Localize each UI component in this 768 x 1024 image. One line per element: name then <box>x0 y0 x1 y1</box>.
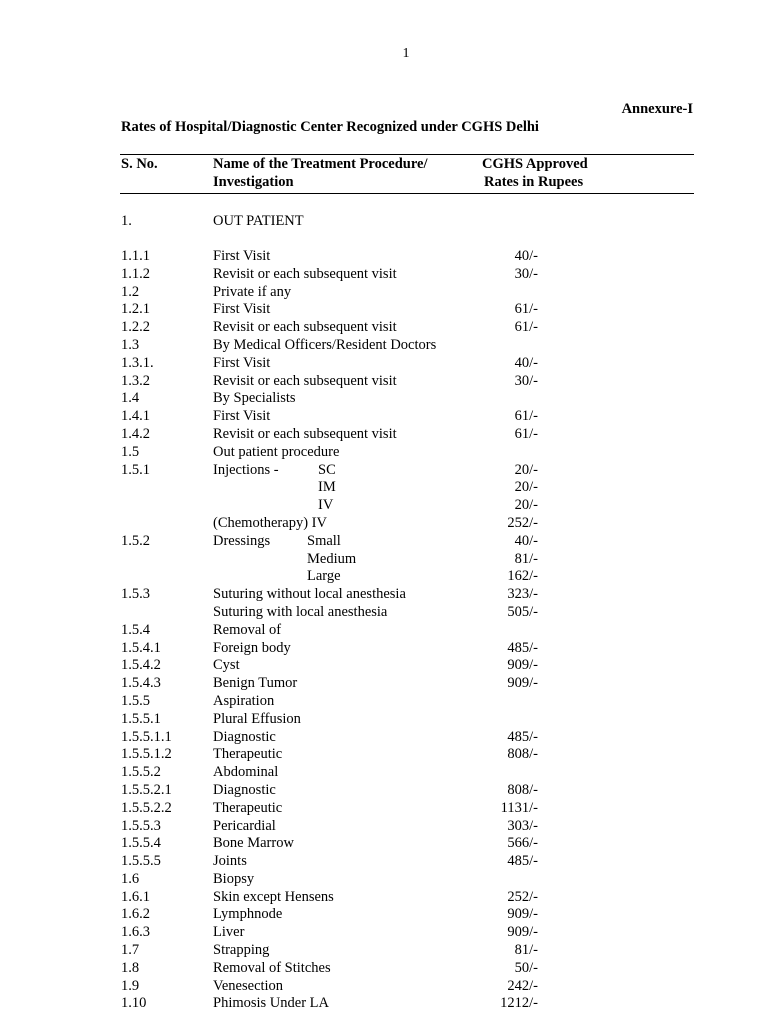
row-rate: 909/- <box>507 675 538 692</box>
row-description: Foreign body <box>213 639 291 656</box>
row-sno: 1.7 <box>121 942 140 959</box>
row-sno: 1.5.5.2 <box>121 764 161 781</box>
annexure-label: Annexure-I <box>621 101 693 117</box>
row-description: Joints <box>213 853 247 870</box>
table-row <box>0 568 768 586</box>
row-size: Small <box>307 532 341 549</box>
table-row <box>0 515 768 533</box>
row-rate: 485/- <box>507 728 538 745</box>
row-description: Biopsy <box>213 870 255 887</box>
page-number: 1 <box>402 46 410 61</box>
row-sno: 1.10 <box>121 995 147 1012</box>
table-row <box>0 871 768 889</box>
row-route: IV <box>318 497 334 514</box>
column-header-rate-line2: Rates in Rupees <box>484 173 584 190</box>
row-description: Cyst <box>213 657 240 674</box>
row-rate: 20/- <box>514 497 538 514</box>
row-description: Suturing without local anesthesia <box>213 586 406 603</box>
row-description: Therapeutic <box>213 746 283 763</box>
row-rate: 909/- <box>507 906 538 923</box>
table-top-rule <box>120 154 694 155</box>
row-rate: 909/- <box>507 924 538 941</box>
table-row <box>0 408 768 426</box>
table-row <box>0 693 768 711</box>
table-row <box>0 729 768 747</box>
row-description: Suturing with local anesthesia <box>213 603 388 620</box>
row-rate: 485/- <box>507 853 538 870</box>
row-description: Injections - <box>213 461 279 478</box>
row-rate: 20/- <box>514 461 538 478</box>
row-description: Skin except Hensens <box>213 888 334 905</box>
row-sno: 1.6.1 <box>121 888 150 905</box>
row-description: Strapping <box>213 942 270 959</box>
row-sno: 1.9 <box>121 977 140 994</box>
column-header-sno: S. No. <box>121 156 158 172</box>
row-description: Abdominal <box>213 764 279 781</box>
table-row <box>0 444 768 462</box>
row-rate: 81/- <box>514 550 538 567</box>
row-rate: 242/- <box>507 977 538 994</box>
table-row <box>0 800 768 818</box>
row-description: Diagnostic <box>213 781 276 798</box>
table-row <box>0 604 768 622</box>
row-description: By Specialists <box>213 390 296 407</box>
row-description: Phimosis Under LA <box>213 995 329 1012</box>
row-sno: 1.5.1 <box>121 461 150 478</box>
table-row <box>0 337 768 355</box>
row-sno: 1.5.5.1.1 <box>121 728 172 745</box>
row-sno: 1.4.2 <box>121 425 150 442</box>
row-sno: 1.5.5 <box>121 692 150 709</box>
row-description: Pericardial <box>213 817 276 834</box>
column-header-rate-line1: CGHS Approved <box>482 156 588 172</box>
row-description: Revisit or each subsequent visit <box>213 372 397 389</box>
table-header-bottom-rule <box>120 193 694 194</box>
table-row <box>0 426 768 444</box>
table-row <box>0 995 768 1013</box>
row-rate: 252/- <box>507 888 538 905</box>
row-rate: 61/- <box>514 408 538 425</box>
table-row <box>0 301 768 319</box>
table-row <box>0 782 768 800</box>
row-description: Revisit or each subsequent visit <box>213 425 397 442</box>
row-sno: 1.4.1 <box>121 408 150 425</box>
row-sno: 1.2.1 <box>121 301 150 318</box>
table-row <box>0 551 768 569</box>
row-sno: 1.8 <box>121 959 140 976</box>
row-route: SC <box>318 461 336 478</box>
row-rate: 40/- <box>514 532 538 549</box>
row-description: (Chemotherapy) IV <box>213 514 327 531</box>
row-description: Benign Tumor <box>213 675 298 692</box>
table-row <box>0 746 768 764</box>
row-description: First Visit <box>213 408 271 425</box>
row-description: First Visit <box>213 301 271 318</box>
row-description: By Medical Officers/Resident Doctors <box>213 336 437 353</box>
row-description: Private if any <box>213 283 292 300</box>
table-row <box>0 622 768 640</box>
row-rate: 40/- <box>514 248 538 264</box>
row-sno: 1.5.3 <box>121 586 150 603</box>
table-row <box>0 818 768 836</box>
row-sno: 1.1.2 <box>121 265 150 282</box>
table-row <box>0 355 768 373</box>
column-header-name-line2: Investigation <box>213 173 294 190</box>
row-sno: 1.3.1. <box>121 354 154 371</box>
row-sno: 1.6.2 <box>121 906 150 923</box>
table-row <box>0 497 768 515</box>
row-rate: 50/- <box>514 959 538 976</box>
row-description: Out patient procedure <box>213 443 340 460</box>
table-row <box>0 462 768 480</box>
table-row <box>0 924 768 942</box>
row-sno: 1.6 <box>121 870 140 887</box>
table-row <box>0 978 768 996</box>
row-description: Removal of <box>213 621 282 638</box>
row-sno: 1.5.5.2.1 <box>121 781 172 798</box>
row-sno: 1.2 <box>121 283 140 300</box>
row-description: Therapeutic <box>213 799 283 816</box>
table-row <box>0 889 768 907</box>
row-rate: 566/- <box>507 835 538 852</box>
row-sno: 1.5.5.1 <box>121 710 161 727</box>
table-row <box>0 640 768 658</box>
row-rate: 808/- <box>507 781 538 798</box>
row-sno: 1.4 <box>121 390 140 407</box>
row-description: Dressings <box>213 532 271 549</box>
row-sno: 1.5.4.2 <box>121 657 161 674</box>
column-header-name-line1: Name of the Treatment Procedure/ <box>213 156 428 172</box>
row-sno: 1.5.5.2.2 <box>121 799 172 816</box>
row-description: Aspiration <box>213 692 275 709</box>
row-description-sub: Large <box>307 568 341 585</box>
document-title: Rates of Hospital/Diagnostic Center Recognized under CGHS Delhi <box>121 119 539 135</box>
row-description: First Visit <box>213 248 271 264</box>
row-rate: 1212/- <box>500 995 538 1012</box>
section-sno: 1. <box>121 213 132 229</box>
row-sno: 1.5.5.1.2 <box>121 746 172 763</box>
row-sno: 1.5.5.5 <box>121 853 161 870</box>
table-row <box>0 248 768 266</box>
row-description: Plural Effusion <box>213 710 301 727</box>
table-row <box>0 479 768 497</box>
row-sno: 1.5.4.3 <box>121 675 161 692</box>
table-row <box>0 373 768 391</box>
row-description: Revisit or each subsequent visit <box>213 319 397 336</box>
row-description: Bone Marrow <box>213 835 294 852</box>
row-rate: 61/- <box>514 301 538 318</box>
table-row <box>0 533 768 551</box>
row-rate: 40/- <box>514 354 538 371</box>
row-description: Diagnostic <box>213 728 276 745</box>
rates-table-body <box>0 248 768 1013</box>
table-row <box>0 906 768 924</box>
row-route: IM <box>318 479 336 496</box>
table-row <box>0 942 768 960</box>
table-row <box>0 586 768 604</box>
row-sno: 1.6.3 <box>121 924 150 941</box>
row-rate: 1131/- <box>500 799 538 816</box>
row-rate: 505/- <box>507 603 538 620</box>
row-sno: 1.5.4 <box>121 621 150 638</box>
table-row <box>0 960 768 978</box>
row-description: Liver <box>213 924 245 941</box>
row-rate: 808/- <box>507 746 538 763</box>
row-sno: 1.5.4.1 <box>121 639 161 656</box>
table-row <box>0 764 768 782</box>
row-rate: 485/- <box>507 639 538 656</box>
row-sno: 1.5.2 <box>121 532 150 549</box>
row-rate: 303/- <box>507 817 538 834</box>
table-row <box>0 266 768 284</box>
row-rate: 252/- <box>507 514 538 531</box>
row-sno: 1.3.2 <box>121 372 150 389</box>
column-header-name <box>213 156 428 191</box>
row-rate: 30/- <box>514 372 538 389</box>
table-row <box>0 675 768 693</box>
table-row <box>0 284 768 302</box>
row-rate: 162/- <box>507 568 538 585</box>
table-row <box>0 711 768 729</box>
row-sno: 1.3 <box>121 336 140 353</box>
section-name: OUT PATIENT <box>213 213 304 229</box>
row-description: Lymphnode <box>213 906 283 923</box>
row-description: Removal of Stitches <box>213 959 331 976</box>
row-rate: 20/- <box>514 479 538 496</box>
row-description: Revisit or each subsequent visit <box>213 265 397 282</box>
column-header-rate <box>482 156 588 191</box>
row-rate: 323/- <box>507 586 538 603</box>
row-sno: 1.5.5.3 <box>121 817 161 834</box>
row-description: First Visit <box>213 354 271 371</box>
row-description: Venesection <box>213 977 284 994</box>
table-row <box>0 657 768 675</box>
row-sno: 1.2.2 <box>121 319 150 336</box>
table-row <box>0 319 768 337</box>
row-sno: 1.1.1 <box>121 248 150 264</box>
row-rate: 909/- <box>507 657 538 674</box>
table-row <box>0 853 768 871</box>
row-sno: 1.5.5.4 <box>121 835 161 852</box>
row-rate: 61/- <box>514 425 538 442</box>
table-row <box>0 835 768 853</box>
row-rate: 30/- <box>514 265 538 282</box>
table-row <box>0 390 768 408</box>
row-sno: 1.5 <box>121 443 140 460</box>
row-description-sub: Medium <box>307 550 357 567</box>
row-rate: 81/- <box>514 942 538 959</box>
row-rate: 61/- <box>514 319 538 336</box>
